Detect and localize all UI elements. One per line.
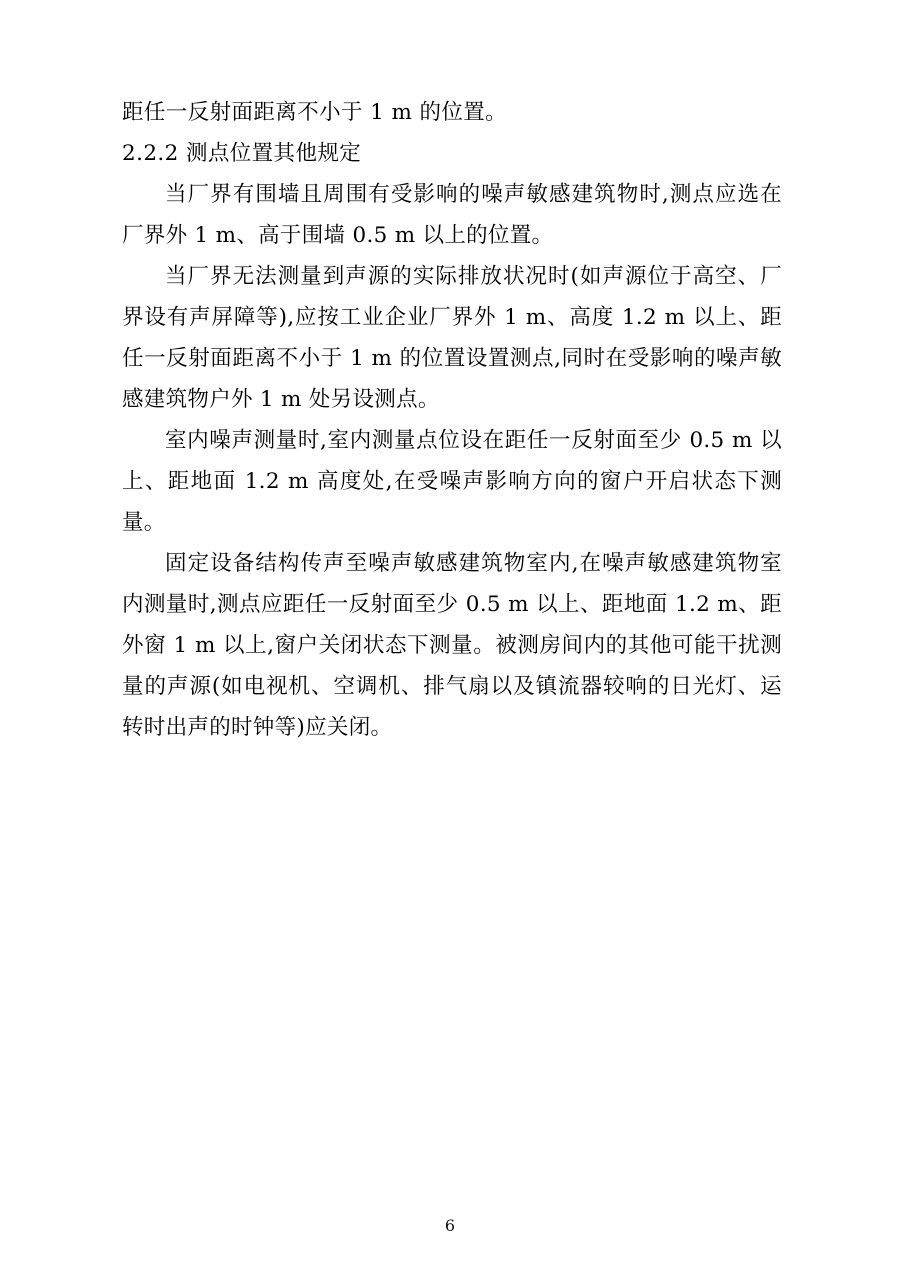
page-content (122, 92, 782, 748)
paragraph-boundary-wall: 当厂界有围墙且周围有受影响的噪声敏感建筑物时,测点应选在厂界外 1 m、高于围墙 0.5 m 以上的位置。 (122, 182, 782, 248)
paragraph-indoor-measurement: 室内噪声测量时,室内测量点位设在距任一反射面至少 0.5 m 以上、距地面 1.2 m 高度处,在受噪声影响方向的窗户开启状态下测量。 (122, 428, 782, 535)
paragraph-continuation: 距任一反射面距离不小于 1 m 的位置。 (122, 100, 508, 125)
section-heading-2-2-2: 2.2.2 测点位置其他规定 (122, 141, 362, 166)
paragraph-structure-borne-noise: 固定设备结构传声至噪声敏感建筑物室内,在噪声敏感建筑物室内测量时,测点应距任一反射面至少 0.5 m 以上、距地面 1.2 m、距外窗 1 m 以上,窗户关闭状态下测量。被测房间内的其他可能干扰测量的声源(如电视机、空调机、排气扇以及镇流器较响的日光灯、运转时出声的时钟等)应关闭。 (122, 551, 782, 740)
paragraph-unmeasurable-source: 当厂界无法测量到声源的实际排放状况时(如声源位于高空、厂界设有声屏障等),应按工业企业厂界外 1 m、高度 1.2 m 以上、距任一反射面距离不小于 1 m 的位置设置测点,同时在受影响的噪声敏感建筑物户外 1 m 处另设测点。 (122, 264, 782, 412)
page-number: 6 (444, 1216, 456, 1235)
